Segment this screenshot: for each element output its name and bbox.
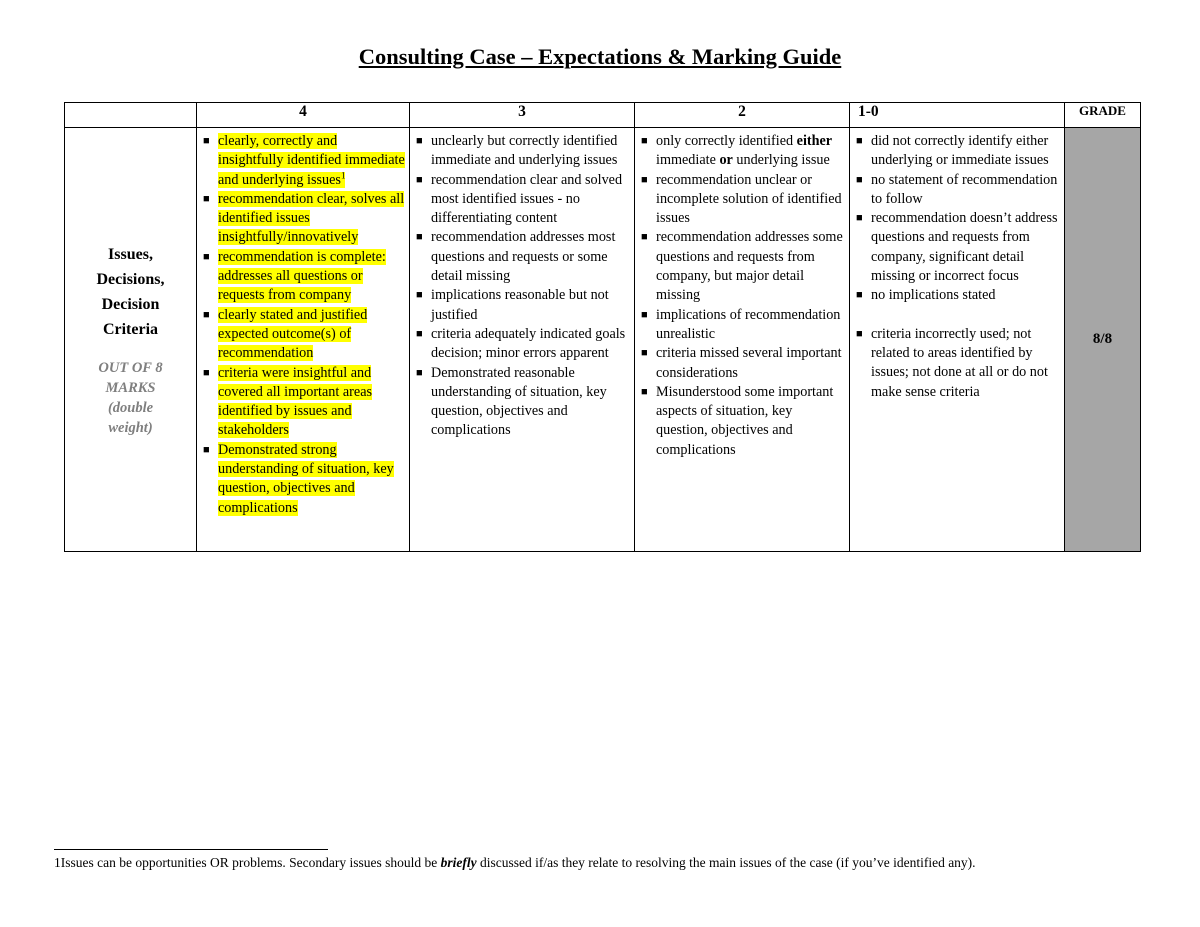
list-item: ■ recommendation doesn’t address questions and requests from company, significant detail missing or incorrect focus bbox=[856, 209, 1060, 286]
list-item bbox=[641, 132, 845, 171]
emphasis-text: either bbox=[796, 133, 833, 149]
criterion-name-line: Decisions, bbox=[96, 270, 165, 288]
list-item: ■ unclearly but correctly identified immediate and underlying issues bbox=[416, 132, 630, 171]
list-item: ■ criteria adequately indicated goals decision; minor errors apparent bbox=[416, 325, 630, 364]
list-item: ■ implications reasonable but not justified bbox=[416, 286, 630, 325]
header-score-4: 4 bbox=[197, 103, 410, 128]
list-item: ■ recommendation addresses most questions and requests or some detail missing bbox=[416, 228, 630, 286]
bullet-text: Demonstrated strong understanding of situation, key question, objectives and complications bbox=[218, 441, 394, 516]
page-title: Consulting Case – Expectations & Marking Guide bbox=[358, 44, 842, 69]
bullet-text: underlying issue bbox=[732, 152, 830, 169]
header-blank-cell bbox=[65, 103, 197, 128]
list-item: ■ recommendation unclear or incomplete solution of identified issues bbox=[641, 171, 845, 229]
list-item: ■ recommendation clear and solved most identified issues - no differentiating content bbox=[416, 171, 630, 229]
list-item: ■ no statement of recommendation to follow bbox=[856, 171, 1060, 210]
marking-guide-table bbox=[64, 102, 1141, 552]
criterion-name bbox=[65, 242, 196, 342]
footnote-reference: 1 bbox=[340, 169, 346, 180]
list-item: ■ did not correctly identify either underlying or immediate issues bbox=[856, 132, 1060, 171]
header-score-1-0: 1-0 bbox=[850, 103, 1065, 128]
list-item bbox=[203, 248, 405, 306]
list-item: ■ Misunderstood some important aspects of situation, key question, objectives and complications bbox=[641, 383, 845, 460]
header-score-3: 3 bbox=[410, 103, 635, 128]
score-3-list bbox=[410, 128, 634, 441]
criterion-row bbox=[65, 128, 1141, 552]
bullet-text: clearly stated and justified expected outcome(s) of recommendation bbox=[218, 306, 368, 362]
footnote bbox=[54, 855, 976, 871]
list-item bbox=[203, 364, 405, 441]
list-item bbox=[203, 306, 405, 364]
list-item bbox=[203, 190, 405, 248]
list-item: ■ recommendation addresses some questions and requests from company, but major detail missing bbox=[641, 228, 845, 305]
score-4-cell bbox=[197, 128, 410, 552]
header-score-2: 2 bbox=[635, 103, 850, 128]
emphasis-text: or bbox=[719, 152, 733, 169]
bullet-text: criteria were insightful and covered all important areas identified by issues and stakeholders bbox=[218, 364, 373, 439]
list-item: ■ Demonstrated reasonable understanding of situation, key question, objectives and complications bbox=[416, 364, 630, 441]
criterion-name-line: Criteria bbox=[102, 320, 159, 338]
table-header-row bbox=[65, 103, 1141, 128]
footnote-mark: 1 bbox=[54, 855, 61, 870]
score-1-0-list bbox=[850, 128, 1064, 402]
list-item: ■ criteria incorrectly used; not related to areas identified by issues; not done at all or do not make sense criteria bbox=[856, 325, 1060, 402]
score-2-list bbox=[635, 128, 849, 460]
criterion-weight-line: weight) bbox=[108, 419, 153, 436]
score-2-cell bbox=[635, 128, 850, 552]
criterion-weight bbox=[65, 358, 196, 438]
footnote-text: Issues can be opportunities OR problems. Secondary issues should be bbox=[60, 855, 441, 870]
footnote-divider bbox=[54, 849, 328, 850]
header-grade: GRADE bbox=[1065, 103, 1141, 128]
criterion-cell bbox=[65, 128, 197, 552]
footnote-emphasis: briefly bbox=[440, 855, 477, 870]
bullet-text: immediate bbox=[656, 152, 720, 169]
bullet-text: recommendation is complete: addresses all questions or requests from company bbox=[218, 248, 386, 304]
bullet-text: clearly, correctly and insightfully identified immediate and underlying issues bbox=[218, 133, 405, 188]
list-item bbox=[203, 132, 405, 190]
list-item: ■ implications of recommendation unrealistic bbox=[641, 306, 845, 345]
bullet-text: recommendation clear, solves all identified issues insightfully/innovatively bbox=[218, 190, 405, 246]
score-3-cell bbox=[410, 128, 635, 552]
list-item bbox=[203, 441, 405, 518]
score-4-list bbox=[197, 128, 409, 518]
list-item: ■ no implications stated bbox=[856, 286, 1060, 305]
score-1-0-cell bbox=[850, 128, 1065, 552]
criterion-name-line: Issues, bbox=[108, 245, 153, 263]
criterion-name-line: Decision bbox=[101, 295, 160, 313]
bullet-text: only correctly identified bbox=[656, 133, 797, 149]
grade-value: 8/8 bbox=[1065, 128, 1141, 552]
footnote-text: discussed if/as they relate to resolving the main issues of the case (if you’ve identified any). bbox=[476, 855, 976, 870]
criterion-weight-line: MARKS bbox=[105, 379, 156, 396]
criterion-weight-line: (double bbox=[107, 399, 154, 416]
list-item: ■ criteria missed several important considerations bbox=[641, 344, 845, 383]
criterion-weight-line: OUT OF 8 bbox=[98, 359, 163, 376]
